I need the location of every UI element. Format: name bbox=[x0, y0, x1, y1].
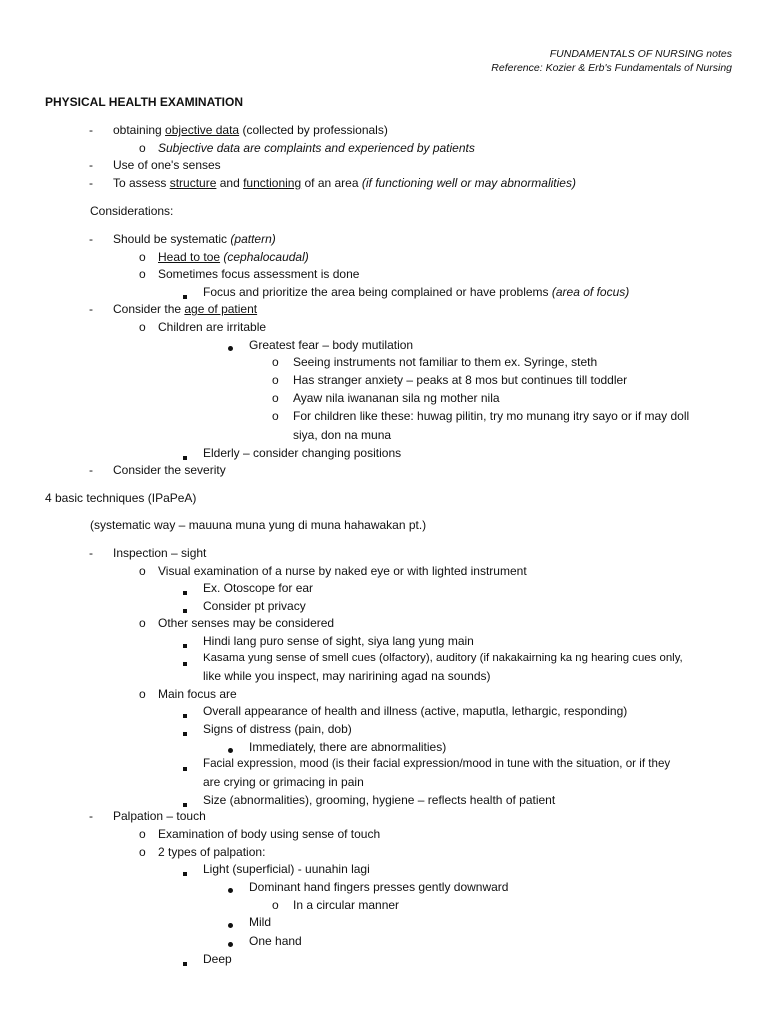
list-item: Other senses may be considered bbox=[158, 616, 335, 630]
techniques-note: (systematic way – mauuna muna yung di muna hahawakan pt.) bbox=[90, 518, 427, 532]
list-item: Consider the severity bbox=[113, 463, 226, 477]
dot-bullet bbox=[228, 341, 233, 353]
document-title: FUNDAMENTALS OF NURSING notes bbox=[549, 48, 732, 60]
list-item: Ex. Otoscope for ear bbox=[203, 581, 314, 595]
circle-bullet: o bbox=[139, 687, 146, 701]
list-item: For children like these: huwag pilitin, try mo munang itry sayo or if may doll bbox=[293, 409, 690, 423]
list-item: Visual examination of a nurse by naked eye or with lighted instrument bbox=[158, 564, 527, 578]
list-item: Hindi lang puro sense of sight, siya lang yung main bbox=[203, 634, 474, 648]
square-bullet bbox=[183, 956, 187, 968]
list-item: Elderly – consider changing positions bbox=[203, 446, 402, 460]
circle-bullet: o bbox=[139, 564, 146, 578]
list-item: Greatest fear – body mutilation bbox=[249, 338, 414, 352]
square-bullet bbox=[183, 638, 187, 650]
list-item: Examination of body using sense of touch bbox=[158, 827, 381, 841]
list-item: To assess structure and functioning of an area (if functioning well or may abnormalities) bbox=[113, 176, 576, 190]
list-item: Light (superficial) - uunahin lagi bbox=[203, 862, 370, 876]
square-bullet bbox=[183, 450, 187, 462]
list-item: Focus and prioritize the area being complained or have problems (area of focus) bbox=[203, 285, 630, 299]
list-item-continuation: like while you inspect, may naririning agad na sounds) bbox=[203, 669, 491, 683]
list-item: Main focus are bbox=[158, 687, 237, 701]
list-item: Mild bbox=[249, 915, 272, 929]
circle-bullet: o bbox=[139, 616, 146, 630]
list-item: Has stranger anxiety – peaks at 8 mos but continues till toddler bbox=[293, 373, 628, 387]
square-bullet bbox=[183, 866, 187, 878]
square-bullet bbox=[183, 656, 187, 668]
square-bullet bbox=[183, 289, 187, 301]
dot-bullet bbox=[228, 883, 233, 895]
list-item: Head to toe (cephalocaudal) bbox=[158, 250, 309, 264]
list-item-continuation: siya, don na muna bbox=[293, 428, 392, 442]
circle-bullet: o bbox=[139, 320, 146, 334]
circle-bullet: o bbox=[272, 898, 279, 912]
list-item: Ayaw nila iwananan sila ng mother nila bbox=[293, 391, 500, 405]
list-item: Immediately, there are abnormalities) bbox=[249, 740, 447, 754]
circle-bullet: o bbox=[139, 141, 146, 155]
considerations-heading: Considerations: bbox=[90, 204, 174, 218]
list-item: Seeing instruments not familiar to them ex. Syringe, steth bbox=[293, 355, 598, 369]
list-item: Size (abnormalities), grooming, hygiene – reflects health of patient bbox=[203, 793, 556, 807]
list-item: Kasama yung sense of smell cues (olfactory), auditory (if nakakairning ka ng hearing cues only, bbox=[203, 652, 683, 664]
list-item: Use of one's senses bbox=[113, 158, 221, 172]
dot-bullet bbox=[228, 743, 233, 755]
square-bullet bbox=[183, 603, 187, 615]
circle-bullet: o bbox=[139, 250, 146, 264]
list-item: Facial expression, mood (is their facial expression/mood in tune with the situation, or if they bbox=[203, 757, 671, 770]
list-item: Palpation – touch bbox=[113, 809, 206, 823]
circle-bullet: o bbox=[272, 391, 279, 405]
list-item: Sometimes focus assessment is done bbox=[158, 267, 360, 281]
circle-bullet: o bbox=[272, 355, 279, 369]
circle-bullet: o bbox=[139, 845, 146, 859]
list-item: Deep bbox=[203, 952, 232, 966]
square-bullet bbox=[183, 585, 187, 597]
dash-bullet: - bbox=[89, 463, 93, 477]
dash-bullet: - bbox=[89, 546, 93, 560]
list-item: Should be systematic (pattern) bbox=[113, 232, 276, 246]
circle-bullet: o bbox=[272, 373, 279, 387]
dash-bullet: - bbox=[89, 809, 93, 823]
list-item: Consider pt privacy bbox=[203, 599, 306, 613]
dash-bullet: - bbox=[89, 123, 93, 137]
list-item: 2 types of palpation: bbox=[158, 845, 266, 859]
list-item-continuation: are crying or grimacing in pain bbox=[203, 775, 364, 789]
circle-bullet: o bbox=[139, 827, 146, 841]
document-reference: Reference: Kozier & Erb's Fundamentals of Nursing bbox=[491, 62, 732, 74]
section-heading: PHYSICAL HEALTH EXAMINATION bbox=[45, 95, 244, 109]
dash-bullet: - bbox=[89, 158, 93, 172]
list-item: Signs of distress (pain, dob) bbox=[203, 722, 352, 736]
list-item: Consider the age of patient bbox=[113, 302, 258, 316]
dot-bullet bbox=[228, 918, 233, 930]
circle-bullet: o bbox=[272, 409, 279, 423]
dash-bullet: - bbox=[89, 302, 93, 316]
list-item: In a circular manner bbox=[293, 898, 400, 912]
square-bullet bbox=[183, 797, 187, 809]
circle-bullet: o bbox=[139, 267, 146, 281]
dash-bullet: - bbox=[89, 176, 93, 190]
list-item: Overall appearance of health and illness (active, maputla, lethargic, responding) bbox=[203, 704, 628, 718]
square-bullet bbox=[183, 761, 187, 773]
list-item: Subjective data are complaints and experienced by patients bbox=[158, 141, 475, 155]
list-item: Inspection – sight bbox=[113, 546, 207, 560]
techniques-heading: 4 basic techniques (IPaPeA) bbox=[45, 491, 197, 505]
list-item: obtaining objective data (collected by professionals) bbox=[113, 123, 388, 137]
list-item: Children are irritable bbox=[158, 320, 267, 334]
list-item: One hand bbox=[249, 934, 302, 948]
dot-bullet bbox=[228, 937, 233, 949]
list-item: Dominant hand fingers presses gently downward bbox=[249, 880, 509, 894]
square-bullet bbox=[183, 708, 187, 720]
square-bullet bbox=[183, 726, 187, 738]
dash-bullet: - bbox=[89, 232, 93, 246]
